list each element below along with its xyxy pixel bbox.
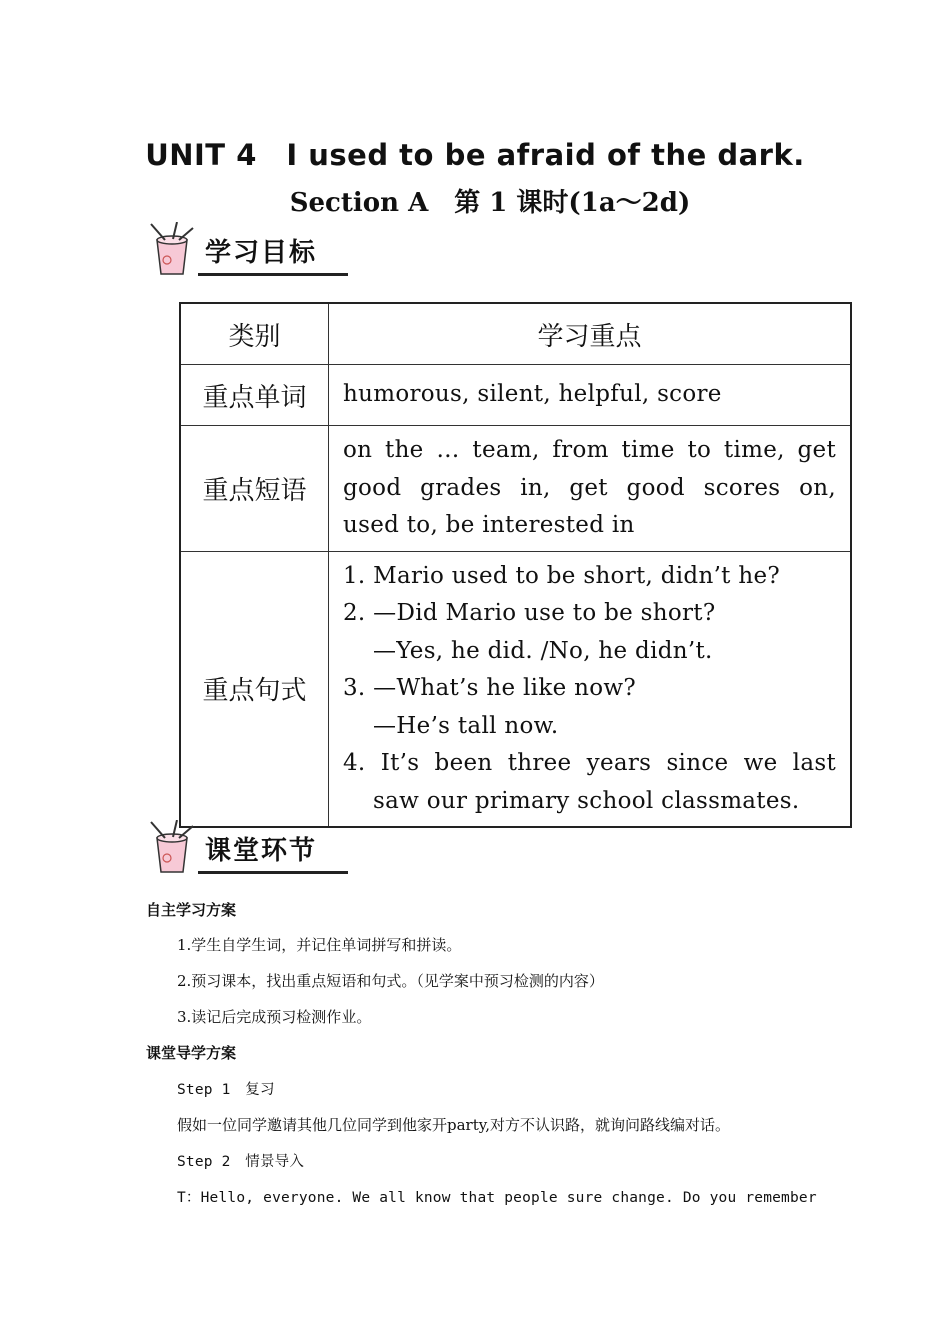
banner-underline (198, 273, 348, 276)
self-study-item: 1.学生自学生词，并记住单词拼写和拼读。 (177, 936, 462, 954)
row-content (329, 365, 852, 426)
table-row (180, 365, 851, 426)
content-line: on the … team, from time to time, get (343, 437, 836, 463)
self-study-item: 2.预习课本，找出重点短语和句式。（见学案中预习检测的内容） (177, 972, 604, 990)
content-line: used to, be interested in (343, 512, 635, 538)
goals-banner-label: 学习目标 (205, 238, 318, 268)
content-line: 2. —Did Mario use to be short? (343, 600, 716, 626)
row-category: 重点句式 (180, 551, 329, 827)
content-line: 1. Mario used to be short, didn’t he? (343, 562, 780, 589)
row-content (329, 426, 852, 552)
content-line: —He’s tall now. (373, 712, 559, 739)
step-1-label: Step 1 复习 (177, 1082, 275, 1098)
self-study-heading: 自主学习方案 (146, 901, 237, 919)
content-line: good grades in, get good scores on, (343, 474, 836, 501)
header-category: 类别 (180, 303, 329, 365)
self-study-item: 3.读记后完成预习检测作业。 (177, 1008, 372, 1026)
content-line: 4. It’s been three years since we last (343, 750, 836, 776)
unit-title: UNIT 4 I used to be afraid of the dark. (145, 138, 805, 172)
goals-banner (143, 222, 348, 278)
table-header-row (180, 303, 851, 365)
row-category: 重点短语 (180, 426, 329, 552)
section-subtitle: Section A 第 1 课时(1a～2d) (289, 188, 691, 218)
guide-heading: 课堂导学方案 (146, 1044, 237, 1062)
pencil-cup-icon (143, 222, 203, 278)
content-line: 3. —What’s he like now? (343, 675, 636, 701)
content-line: —Yes, he did. /No, he didn’t. (373, 637, 713, 664)
banner-underline (198, 871, 348, 874)
header-focus: 学习重点 (329, 303, 852, 365)
step-1-text: 假如一位同学邀请其他几位同学到他家开party,对方不认识路，就询问路线编对话。 (177, 1116, 730, 1134)
row-content (329, 551, 852, 827)
pencil-cup-icon (143, 820, 203, 876)
content-line: saw our primary school classmates. (373, 787, 800, 814)
class-banner (143, 820, 348, 876)
row-category: 重点单词 (180, 365, 329, 426)
goals-table (179, 302, 852, 828)
step-2-label: Step 2 情景导入 (177, 1154, 305, 1170)
table-row (180, 426, 851, 552)
table-row (180, 551, 851, 827)
class-banner-label: 课堂环节 (205, 836, 318, 866)
content-line: humorous, silent, helpful, score (343, 381, 722, 408)
dialog-line: T：Hello, everyone. We all know that people sure change. Do you remember (177, 1190, 817, 1206)
